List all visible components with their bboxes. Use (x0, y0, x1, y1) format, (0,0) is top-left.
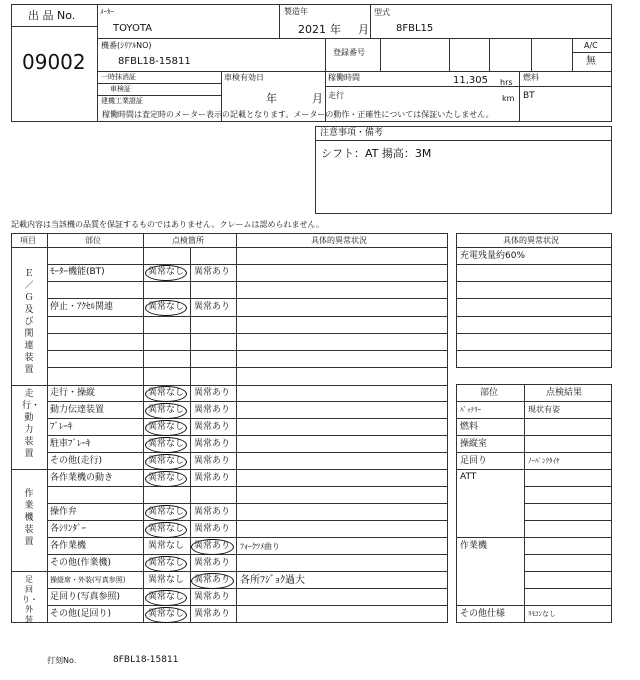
abnormal-circle (191, 573, 234, 589)
header-item: 項目 (20, 236, 36, 245)
abnormal-label: 異常あり (194, 422, 231, 432)
hours-unit: hrs (500, 78, 513, 87)
km-label: 走行 (328, 91, 344, 100)
normal-circle (145, 403, 187, 419)
fuel-value: BT (523, 91, 535, 101)
result-part-battery: ﾊﾞｯﾃﾘｰ (460, 406, 481, 414)
normal-circle (145, 265, 187, 281)
normal-label: 異常なし (148, 456, 185, 466)
abnormal-label: 異常あり (194, 456, 231, 466)
notes-title: 注意事項・備考 (320, 128, 384, 138)
group-foot: 足回り・外装 (22, 575, 38, 624)
normal-circle (145, 437, 187, 453)
normal-circle (145, 420, 187, 436)
expiry-year-unit: 年 (266, 92, 277, 105)
stamp-label: 打刻No. (47, 656, 77, 665)
ac-label: A/C (584, 41, 598, 50)
year-unit: 年 (330, 23, 341, 36)
group-work: 作業機装置 (24, 489, 34, 547)
part-control-valve: 操作弁 (50, 507, 78, 517)
header-check: 点検箇所 (172, 236, 204, 245)
abnormal-label: 異常あり (194, 405, 231, 415)
hours-value: 11,305 (453, 75, 488, 86)
hours-disclaimer: 稼働時間は査定時のメーター表示の記載となります。メーターの動作・正確性については保証いたしません。 (102, 110, 494, 119)
model-label: 型式 (374, 8, 390, 17)
result-header-result: 点検結果 (546, 388, 583, 398)
normal-label: 異常なし (148, 302, 185, 312)
part-work-machines: 各作業機 (50, 541, 87, 551)
part-cab-exterior: 操縦席・外装(写真参照) (50, 576, 126, 584)
result-part-fuel: 燃料 (460, 422, 479, 432)
abnormal-circle (191, 539, 234, 555)
result-part-att: ATT (460, 472, 477, 482)
normal-label: 異常なし (148, 422, 185, 432)
normal-circle (145, 522, 187, 538)
normal-label: 異常なし (148, 507, 185, 517)
ac-value: 無 (586, 56, 596, 67)
abnormal-label: 異常あり (194, 609, 231, 619)
abnormal-label: 異常あり (194, 388, 231, 398)
result-battery: 現状有姿 (528, 405, 560, 414)
normal-label: 異常なし (148, 575, 185, 585)
km-unit: km (502, 94, 515, 103)
normal-circle (145, 590, 187, 606)
detail-corrosion: 各所ﾌｼﾞｮｸ過大 (240, 575, 305, 586)
result-tires: ﾉｰﾊﾟﾝｸﾀｲﾔ (528, 457, 560, 465)
notes-text: シフト：AT 揚高：3M (321, 147, 432, 160)
abnormal-label: 異常あり (194, 524, 231, 534)
normal-circle (145, 471, 187, 487)
detail-fork-bent: ﾌｫｰｸﾂﾒ曲り (240, 542, 280, 551)
abnormal-label: 異常あり (194, 541, 231, 551)
temp-cancel-label: 一時抹消証 (101, 73, 136, 81)
abnormal-label: 異常あり (194, 302, 231, 312)
normal-label: 異常なし (148, 609, 185, 619)
part-work-motion: 各作業機の動き (50, 473, 114, 483)
part-parking-brake: 駐車ﾌﾞﾚｰｷ (50, 439, 91, 449)
normal-circle (145, 607, 187, 623)
part-travel-other: その他(走行) (50, 456, 103, 466)
result-part-tires: 足回り (460, 456, 488, 466)
part-stop-accel: 停止・ｱｸｾﾙ関連 (50, 302, 114, 312)
group-travel: 走行・動力装置 (22, 389, 41, 459)
result-part-other-spec: その他仕様 (460, 609, 506, 619)
fuel-label: 燃料 (523, 73, 539, 82)
abnormal-label: 異常あり (194, 267, 231, 277)
result-other-spec: ﾘﾓｺﾝなし (528, 610, 556, 618)
expiry-label: 車検有効日 (224, 73, 264, 82)
registration-label: 登録番号 (333, 48, 365, 57)
abnormal-label: 異常あり (194, 473, 231, 483)
result-part-cab: 操縦室 (460, 439, 488, 449)
normal-label: 異常なし (148, 473, 185, 483)
normal-label: 異常なし (148, 524, 185, 534)
right-detail-header: 具体的異常状況 (503, 236, 559, 245)
work-cert-label: 建機工業證証 (101, 97, 143, 105)
normal-label: 異常なし (148, 541, 185, 551)
normal-label: 異常なし (148, 267, 185, 277)
part-undercarriage: 足回り(写真参照) (50, 592, 121, 602)
serial-label: 機番(ｼﾘｱﾙNO) (101, 41, 152, 50)
normal-circle (145, 454, 187, 470)
header-detail: 具体的異常状況 (311, 236, 367, 245)
normal-label: 異常なし (148, 592, 185, 602)
serial-value: 8FBL18-15811 (118, 56, 191, 67)
group-engine: Ｅ／Ｇ及び関連装置 (24, 269, 34, 375)
part-cylinders: 各ｼﾘﾝﾀﾞｰ (50, 524, 87, 534)
part-motor: ﾓｰﾀｰ機能(BT) (50, 267, 105, 277)
normal-label: 異常なし (148, 388, 185, 398)
normal-circle (145, 300, 187, 316)
abnormal-label: 異常あり (194, 558, 231, 568)
year-label: 製造年 (284, 7, 308, 16)
inspection-cert-label: 車検証 (110, 85, 131, 93)
abnormal-label: 異常あり (194, 592, 231, 602)
normal-circle (145, 556, 187, 572)
header-part: 部位 (85, 236, 101, 245)
part-transmission: 動力伝達装置 (50, 405, 105, 415)
year-value: 2021 (298, 23, 326, 36)
maker-value: TOYOTA (113, 23, 153, 34)
normal-circle (145, 505, 187, 521)
normal-circle (145, 386, 187, 402)
abnormal-label: 異常あり (194, 507, 231, 517)
part-brake: ﾌﾞﾚｰｷ (50, 422, 73, 432)
abnormal-label: 異常あり (194, 439, 231, 449)
result-header-part: 部位 (480, 388, 499, 398)
model-value: 8FBL15 (396, 23, 434, 34)
month-unit: 月 (358, 23, 369, 36)
stamp-value: 8FBL18-15811 (113, 655, 179, 665)
maker-label: ﾒｰｶｰ (100, 8, 114, 16)
lot-label: 出 品 No. (28, 9, 76, 22)
lot-number: 09002 (22, 50, 86, 74)
battery-level-note: 充電残量約60% (460, 251, 526, 261)
part-work-other: その他(作業機) (50, 558, 112, 568)
normal-label: 異常なし (148, 405, 185, 415)
part-foot-other: その他(足回り) (50, 609, 112, 619)
result-part-work: 作業機 (460, 541, 488, 551)
quality-disclaimer: 記載内容は当該機の品質を保証するものではありません。クレームは認められません。 (11, 220, 324, 229)
normal-label: 異常なし (148, 558, 185, 568)
hours-label: 稼働時間 (328, 73, 360, 82)
expiry-month-unit: 月 (312, 92, 323, 105)
part-steering: 走行・操縦 (50, 388, 96, 398)
abnormal-label: 異常あり (194, 575, 231, 585)
normal-label: 異常なし (148, 439, 185, 449)
